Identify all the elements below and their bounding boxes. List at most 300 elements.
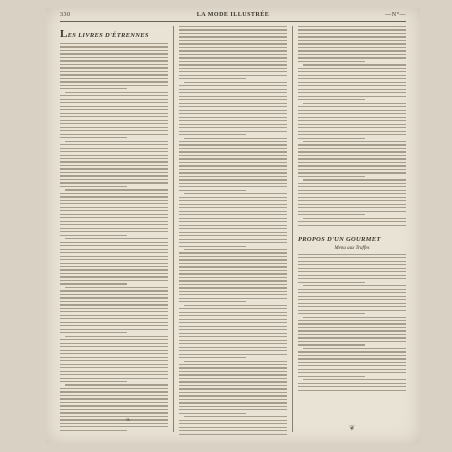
text-line [179, 367, 287, 368]
text-line [60, 109, 168, 110]
text-line [60, 74, 168, 75]
text-line [303, 103, 406, 104]
text-line [179, 434, 287, 435]
text-line [179, 263, 287, 264]
text-line [60, 193, 168, 194]
text-line [179, 287, 287, 288]
text-line [60, 148, 168, 149]
masthead-title: LA MODE ILLUSTRÉE [196, 12, 270, 18]
text-line [65, 287, 168, 288]
text-line [298, 327, 406, 328]
text-line [298, 85, 406, 86]
text-line [298, 151, 406, 152]
text-line [298, 106, 406, 107]
text-line [60, 95, 168, 96]
text-block [298, 26, 406, 226]
text-line [179, 96, 287, 97]
text-line [60, 85, 168, 86]
text-line [298, 306, 406, 307]
text-line [298, 334, 406, 335]
text-line [179, 64, 287, 65]
text-line [60, 224, 168, 225]
text-line [298, 221, 406, 222]
text-line [60, 301, 168, 302]
text-line [179, 392, 287, 393]
text-line [60, 67, 168, 68]
text-line [60, 120, 168, 121]
text-line [179, 326, 287, 327]
text-line [60, 158, 168, 159]
text-line [60, 123, 168, 124]
text-line [303, 317, 406, 318]
text-line [303, 64, 406, 65]
text-line [179, 127, 287, 128]
text-line [303, 285, 406, 286]
text-line [179, 221, 287, 222]
text-line [298, 78, 406, 79]
text-line [179, 165, 287, 166]
text-line [298, 158, 406, 159]
section-heading-gourmet: PROPOS D'UN GOURMET [298, 235, 381, 243]
text-line [60, 353, 168, 354]
text-line [179, 134, 246, 135]
text-line [60, 350, 168, 351]
text-line [298, 148, 406, 149]
text-line [298, 165, 406, 166]
text-line [179, 371, 287, 372]
text-line [179, 151, 287, 152]
column-divider [292, 26, 293, 432]
text-line [179, 36, 287, 37]
text-line [179, 284, 287, 285]
text-line [60, 242, 168, 243]
text-line [60, 402, 168, 403]
text-line [60, 186, 127, 187]
text-line [298, 351, 406, 352]
text-line [184, 305, 287, 306]
text-line [60, 343, 168, 344]
text-line [298, 261, 406, 262]
text-line [298, 282, 365, 283]
text-line [60, 405, 168, 406]
text-line [60, 259, 168, 260]
column-left [60, 26, 168, 436]
text-line [298, 254, 406, 255]
text-line [184, 416, 287, 417]
text-line [60, 53, 168, 54]
text-line [298, 71, 406, 72]
text-line [298, 75, 406, 76]
text-line [298, 278, 406, 279]
text-line [179, 301, 246, 302]
text-line [60, 249, 168, 250]
text-line [60, 214, 168, 215]
text-line [179, 148, 287, 149]
text-line [60, 329, 168, 330]
text-line [298, 268, 406, 269]
text-line [303, 379, 406, 380]
text-line [179, 141, 287, 142]
text-line [298, 68, 406, 69]
text-line [298, 390, 406, 391]
text-line [179, 235, 287, 236]
text-line [298, 386, 406, 387]
text-line [179, 158, 287, 159]
text-line [298, 204, 406, 205]
text-line [179, 388, 287, 389]
text-line [179, 124, 287, 125]
text-line [179, 378, 287, 379]
text-line [60, 64, 168, 65]
text-line [298, 292, 406, 293]
text-line [60, 134, 168, 135]
text-line [179, 402, 287, 403]
masthead-mark: —N°— [385, 12, 406, 18]
text-line [298, 369, 406, 370]
text-line [60, 116, 168, 117]
text-line [179, 385, 287, 386]
text-line [60, 374, 168, 375]
text-line [65, 238, 168, 239]
text-line [60, 367, 168, 368]
text-line [60, 130, 168, 131]
text-line [60, 276, 168, 277]
text-line [179, 336, 287, 337]
text-line [60, 106, 168, 107]
text-line [179, 47, 287, 48]
text-line [179, 333, 287, 334]
text-line [298, 264, 406, 265]
text-line [60, 332, 127, 333]
text-line [298, 172, 406, 173]
text-line [298, 138, 365, 139]
text-line [184, 193, 287, 194]
text-line [60, 46, 168, 47]
text-line [60, 113, 168, 114]
text-line [60, 127, 168, 128]
text-line [298, 207, 406, 208]
text-line [298, 271, 406, 272]
text-line [179, 214, 287, 215]
text-line [179, 354, 287, 355]
text-line [298, 110, 406, 111]
text-line [298, 183, 406, 184]
text-line [298, 176, 365, 177]
text-line [179, 78, 246, 79]
text-line [60, 263, 168, 264]
text-line [60, 283, 127, 284]
text-line [179, 61, 287, 62]
text-line [298, 127, 406, 128]
text-line [179, 120, 287, 121]
text-line [60, 294, 168, 295]
text-line [60, 71, 168, 72]
text-line [60, 290, 168, 291]
text-line [179, 232, 287, 233]
text-line [298, 99, 365, 100]
text-line [298, 303, 406, 304]
text-line [179, 144, 287, 145]
text-line [179, 85, 287, 86]
text-line [179, 322, 287, 323]
text-line [298, 225, 406, 226]
text-line [298, 313, 365, 314]
text-line [184, 249, 287, 250]
text-line [60, 179, 168, 180]
text-line [60, 308, 168, 309]
text-line [179, 374, 287, 375]
text-line [179, 259, 287, 260]
text-block [179, 26, 287, 435]
text-line [60, 322, 168, 323]
text-line [298, 362, 406, 363]
text-line [298, 124, 406, 125]
text-line [60, 318, 168, 319]
text-line [298, 320, 406, 321]
text-line [303, 348, 406, 349]
text-line [298, 289, 406, 290]
text-line [179, 68, 287, 69]
text-line [60, 266, 168, 267]
text-block [298, 254, 406, 391]
text-line [179, 430, 287, 431]
text-line [60, 102, 168, 103]
text-line [65, 189, 168, 190]
text-line [60, 137, 127, 138]
text-line [60, 388, 168, 389]
text-line [179, 315, 287, 316]
text-line [298, 211, 406, 212]
text-line [179, 50, 287, 51]
text-line [298, 358, 406, 359]
text-line [179, 113, 287, 114]
text-line [179, 423, 287, 424]
text-line [60, 221, 168, 222]
text-line [179, 26, 287, 27]
ornament-icon: ❦ [349, 424, 355, 432]
ornament-icon: ❧ [125, 416, 131, 424]
text-line [179, 347, 287, 348]
text-line [179, 162, 287, 163]
text-line [179, 239, 287, 240]
text-line [179, 273, 287, 274]
text-line [303, 218, 406, 219]
text-line [60, 81, 168, 82]
column-middle [179, 26, 287, 436]
text-line [298, 299, 406, 300]
text-line [298, 383, 406, 384]
text-line [298, 200, 406, 201]
text-line [298, 365, 406, 366]
text-line [60, 165, 168, 166]
text-line [298, 131, 406, 132]
text-line [179, 169, 287, 170]
text-line [179, 409, 287, 410]
text-line [179, 312, 287, 313]
text-line [60, 311, 168, 312]
text-line [179, 131, 287, 132]
text-line [179, 256, 287, 257]
column-right [298, 26, 406, 436]
text-line [298, 40, 406, 41]
text-line [60, 217, 168, 218]
text-line [298, 61, 365, 62]
text-line [179, 291, 287, 292]
text-line [179, 364, 287, 365]
text-line [179, 71, 287, 72]
text-line [179, 176, 287, 177]
text-line [60, 231, 168, 232]
text-line [179, 228, 287, 229]
text-line [179, 40, 287, 41]
text-line [60, 196, 168, 197]
text-line [298, 355, 406, 356]
text-line [179, 204, 287, 205]
text-line [179, 343, 287, 344]
text-line [179, 155, 287, 156]
text-line [179, 99, 287, 100]
text-line [60, 245, 168, 246]
text-line [298, 162, 406, 163]
text-line [60, 391, 168, 392]
text-line [303, 141, 406, 142]
text-line [298, 120, 406, 121]
text-line [60, 378, 168, 379]
text-line [298, 190, 406, 191]
text-line [179, 294, 287, 295]
text-line [60, 297, 168, 298]
text-line [298, 54, 406, 55]
text-line [179, 246, 246, 247]
text-line [179, 179, 287, 180]
text-line [60, 200, 168, 201]
text-line [179, 57, 287, 58]
text-line [60, 364, 168, 365]
text-line [298, 341, 406, 342]
text-line [60, 151, 168, 152]
text-line [179, 350, 287, 351]
text-line [60, 175, 168, 176]
text-line [298, 26, 406, 27]
text-line [179, 298, 287, 299]
text-line [60, 182, 168, 183]
text-line [184, 361, 287, 362]
text-line [179, 92, 287, 93]
text-line [298, 117, 406, 118]
text-line [65, 384, 168, 385]
text-line [60, 252, 168, 253]
text-line [179, 395, 287, 396]
text-line [179, 381, 287, 382]
text-line [60, 360, 168, 361]
text-line [60, 203, 168, 204]
page-number: 330 [60, 12, 71, 18]
text-line [179, 89, 287, 90]
text-line [60, 357, 168, 358]
text-line [184, 138, 287, 139]
text-line [179, 54, 287, 55]
text-line [179, 266, 287, 267]
text-line [179, 186, 287, 187]
text-line [60, 273, 168, 274]
text-line [60, 346, 168, 347]
heading-text: ES LIVRES D'ÉTRENNES [67, 32, 149, 39]
text-line [179, 329, 287, 330]
text-line [179, 252, 287, 253]
text-line [60, 172, 168, 173]
text-line [298, 257, 406, 258]
text-line [60, 269, 168, 270]
text-line [60, 57, 168, 58]
text-line [179, 270, 287, 271]
text-line [179, 172, 287, 173]
text-line [60, 168, 168, 169]
text-line [60, 304, 168, 305]
text-line [179, 225, 287, 226]
text-line [298, 92, 406, 93]
text-line [298, 323, 406, 324]
text-line [60, 256, 168, 257]
text-line [298, 155, 406, 156]
text-line [179, 75, 287, 76]
text-line [179, 406, 287, 407]
text-line [179, 413, 246, 414]
text-line [303, 179, 406, 180]
text-line [65, 92, 168, 93]
text-line [60, 371, 168, 372]
text-line [60, 339, 168, 340]
text-line [298, 376, 365, 377]
text-line [179, 427, 287, 428]
text-line [298, 134, 406, 135]
text-line [60, 60, 168, 61]
text-line [298, 43, 406, 44]
text-line [60, 43, 168, 44]
text-line [179, 308, 287, 309]
text-line [179, 103, 287, 104]
text-line [60, 78, 168, 79]
text-line [60, 412, 168, 413]
text-line [179, 200, 287, 201]
text-line [298, 169, 406, 170]
text-line [179, 207, 287, 208]
text-line [60, 161, 168, 162]
text-line [298, 33, 406, 34]
text-line [179, 319, 287, 320]
text-line [60, 235, 127, 236]
text-line [60, 144, 168, 145]
text-line [298, 372, 406, 373]
text-line [179, 43, 287, 44]
text-line [179, 29, 287, 30]
text-line [60, 381, 127, 382]
text-line [60, 395, 168, 396]
text-line [179, 242, 287, 243]
text-line [298, 96, 406, 97]
text-line [179, 211, 287, 212]
text-line [65, 141, 168, 142]
text-line [60, 50, 168, 51]
text-line [298, 310, 406, 311]
text-line [179, 399, 287, 400]
text-line [179, 183, 287, 184]
masthead-rule [60, 21, 406, 22]
text-line [298, 89, 406, 90]
text-line [60, 210, 168, 211]
text-line [298, 193, 406, 194]
text-line [179, 218, 287, 219]
text-line [179, 280, 287, 281]
